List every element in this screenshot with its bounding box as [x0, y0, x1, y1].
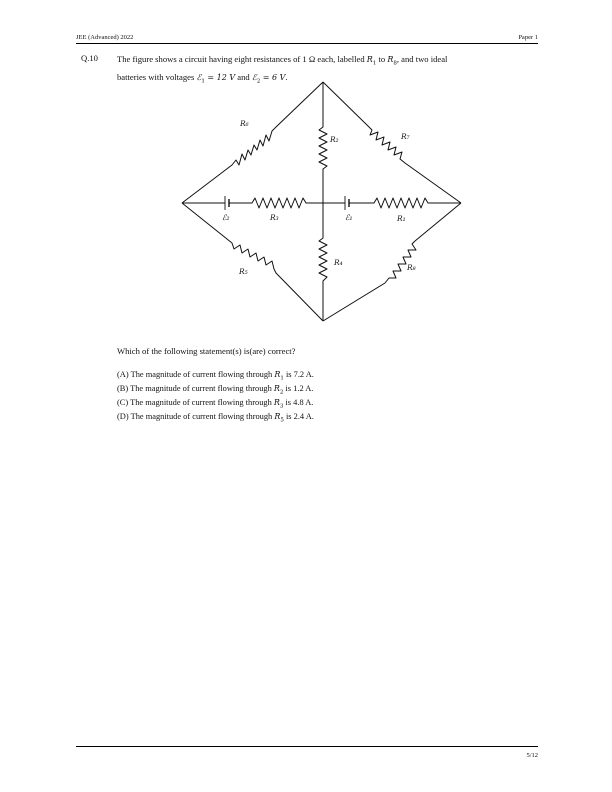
- answer-options: [117, 370, 314, 426]
- option-value: is 4.8 A.: [283, 398, 314, 408]
- option-text: The magnitude of current flowing through: [130, 412, 275, 422]
- option-letter: (C): [117, 398, 129, 408]
- wire-top-right: [323, 82, 461, 203]
- wire-horizontal-right: [323, 198, 461, 208]
- option-value: is 7.2 A.: [283, 370, 314, 379]
- math-symbol: $R_3$: [273, 398, 284, 410]
- math-symbol: $R_5$: [274, 412, 284, 424]
- option-letter: (B): [117, 384, 129, 394]
- label-r8: R₈: [407, 263, 416, 272]
- label-r6: R₆: [240, 119, 249, 128]
- question-number: Q.10: [81, 53, 98, 63]
- math-symbol: ℰ$_2$ = 6 V: [251, 72, 286, 85]
- question-text-part: The figure shows a circuit having eight resistances of 1 Ω each, labelled: [117, 54, 367, 64]
- label-r7: R₇: [401, 132, 410, 141]
- wire-bottom-left: [182, 203, 323, 321]
- wire-bottom-right: [323, 203, 461, 321]
- question-prompt: Which of the following statement(s) is(are) correct?: [117, 346, 296, 356]
- math-symbol: ℰ$_1$ = 12 V: [196, 72, 236, 85]
- option-b[interactable]: [117, 384, 314, 398]
- option-text: The magnitude of current flowing through: [130, 398, 274, 408]
- question-text-part: batteries with voltages: [117, 71, 197, 82]
- option-letter: (D): [117, 412, 129, 422]
- option-letter: (A): [117, 370, 129, 379]
- math-symbol: $R_1$: [274, 370, 284, 382]
- option-d[interactable]: [117, 412, 314, 426]
- option-text: The magnitude of current flowing through: [130, 384, 274, 394]
- label-r4: R₄: [334, 258, 343, 267]
- page-header-right: Paper 1: [518, 34, 538, 41]
- option-text: The magnitude of current flowing through: [130, 370, 275, 379]
- question-text-part: , and two ideal: [396, 54, 448, 64]
- math-symbol: $R_8$: [387, 55, 397, 67]
- label-e1: ℰ₁: [345, 213, 353, 222]
- option-value: is 1.2 A.: [283, 384, 314, 394]
- label-r1: R₁: [397, 214, 406, 223]
- option-value: is 2.4 A.: [283, 412, 314, 422]
- wire-top-left: [182, 82, 323, 203]
- question-text-part: .: [285, 71, 288, 82]
- math-symbol: $R_1$: [366, 55, 377, 67]
- label-r5: R₅: [239, 267, 248, 276]
- math-symbol: $R_2$: [273, 384, 284, 396]
- page-header-left: JEE (Advanced) 2022: [76, 34, 134, 41]
- question-text-part: to: [376, 54, 388, 64]
- wire-vertical-bottom: [319, 203, 327, 321]
- question-text-part: and: [235, 71, 252, 82]
- label-r2: R₂: [330, 135, 339, 144]
- wire-horizontal-left: [182, 198, 323, 208]
- page-number: 5/12: [526, 752, 538, 759]
- option-c[interactable]: [117, 398, 314, 412]
- label-r3: R₃: [270, 213, 279, 222]
- option-a[interactable]: [117, 370, 314, 384]
- footer-rule: [76, 746, 538, 747]
- label-e2: ℰ₂: [222, 213, 230, 222]
- wire-vertical-top: [319, 82, 327, 203]
